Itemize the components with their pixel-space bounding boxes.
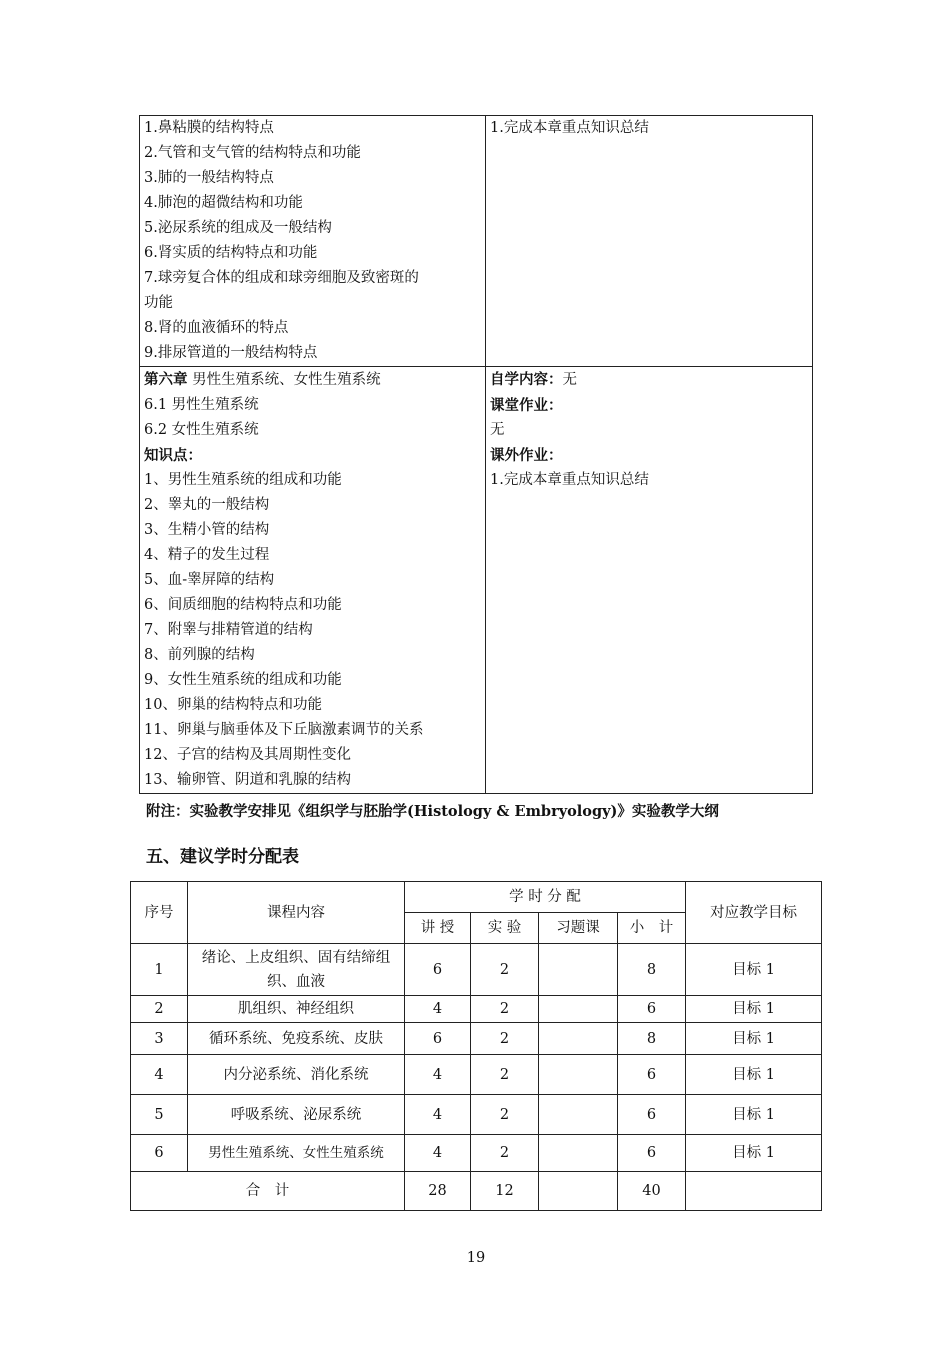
cell-goal: 目标 1 bbox=[686, 1095, 822, 1135]
list-item: 6.肾实质的结构特点和功能 bbox=[144, 245, 318, 261]
footnote: 附注：实验教学安排见《组织学与胚胎学(Histology & Embryology)》实验教学大纲 bbox=[146, 803, 719, 820]
cell-seq: 6 bbox=[131, 1135, 188, 1172]
cell-experiment: 2 bbox=[471, 1095, 539, 1135]
header-content: 课程内容 bbox=[188, 882, 405, 944]
list-item: 10、卵巢的结构特点和功能 bbox=[144, 697, 322, 713]
chapter-heading bbox=[144, 367, 481, 393]
cell-content: 绪论、上皮组织、固有结缔组织、血液 bbox=[188, 944, 405, 996]
header-lecture: 讲 授 bbox=[405, 913, 471, 944]
table-row bbox=[131, 1023, 822, 1055]
cell-seq: 4 bbox=[131, 1055, 188, 1095]
cell-seq: 2 bbox=[131, 996, 188, 1023]
list-item: 8.肾的血液循环的特点 bbox=[144, 320, 289, 336]
cell-exercise bbox=[539, 1055, 618, 1095]
header-exercise: 习题课 bbox=[539, 913, 618, 944]
cell-subtotal: 8 bbox=[618, 944, 686, 996]
assignments-cell bbox=[486, 367, 813, 794]
cell-subtotal: 6 bbox=[618, 996, 686, 1023]
cell-goal: 目标 1 bbox=[686, 1023, 822, 1055]
cell-content: 男性生殖系统、女性生殖系统 bbox=[188, 1135, 405, 1172]
cell-subtotal: 8 bbox=[618, 1023, 686, 1055]
list-item: 3、生精小管的结构 bbox=[144, 522, 270, 538]
chapter-label: 第六章 bbox=[144, 371, 188, 388]
topics-cell bbox=[140, 116, 486, 367]
list-item: 7.球旁复合体的组成和球旁细胞及致密斑的 bbox=[144, 270, 419, 286]
total-subtotal: 40 bbox=[618, 1172, 686, 1211]
section-item: 6.1 男性生殖系统 bbox=[144, 397, 259, 413]
table-row bbox=[131, 1095, 822, 1135]
self-study-value: 无 bbox=[562, 372, 577, 388]
table-row bbox=[131, 1055, 822, 1095]
total-experiment: 12 bbox=[471, 1172, 539, 1211]
cell-exercise bbox=[539, 944, 618, 996]
cell-experiment: 2 bbox=[471, 1055, 539, 1095]
list-item: 13、输卵管、阴道和乳腺的结构 bbox=[144, 772, 351, 788]
cell-seq: 1 bbox=[131, 944, 188, 996]
homework-label: 课外作业： bbox=[490, 447, 563, 464]
cell-lecture: 6 bbox=[405, 944, 471, 996]
cell-subtotal: 6 bbox=[618, 1095, 686, 1135]
cell-content: 呼吸系统、泌尿系统 bbox=[188, 1095, 405, 1135]
cell-subtotal: 6 bbox=[618, 1055, 686, 1095]
list-item: 2、睾丸的一般结构 bbox=[144, 497, 270, 513]
list-item: 6、间质细胞的结构特点和功能 bbox=[144, 597, 342, 613]
cell-lecture: 4 bbox=[405, 1095, 471, 1135]
self-study-line bbox=[490, 367, 808, 393]
section-heading: 五、建议学时分配表 bbox=[146, 847, 299, 867]
cell-content: 循环系统、免疫系统、皮肤 bbox=[188, 1023, 405, 1055]
list-item: 3.肺的一般结构特点 bbox=[144, 170, 274, 186]
class-work-value: 无 bbox=[490, 422, 505, 438]
page-number: 19 bbox=[466, 1250, 486, 1266]
list-item: 1、男性生殖系统的组成和功能 bbox=[144, 472, 342, 488]
cell-experiment: 2 bbox=[471, 996, 539, 1023]
cell-experiment: 2 bbox=[471, 944, 539, 996]
list-item: 12、子宫的结构及其周期性变化 bbox=[144, 747, 351, 763]
knowledge-heading: 知识点： bbox=[144, 447, 202, 464]
cell-goal: 目标 1 bbox=[686, 1135, 822, 1172]
table-row bbox=[131, 996, 822, 1023]
cell-experiment: 2 bbox=[471, 1135, 539, 1172]
cell-experiment: 2 bbox=[471, 1023, 539, 1055]
header-experiment: 实 验 bbox=[471, 913, 539, 944]
cell-goal: 目标 1 bbox=[686, 1055, 822, 1095]
list-item: 8、前列腺的结构 bbox=[144, 647, 255, 663]
cell-lecture: 4 bbox=[405, 1055, 471, 1095]
total-label: 合 计 bbox=[131, 1172, 405, 1211]
list-item: 2.气管和支气管的结构特点和功能 bbox=[144, 145, 361, 161]
hours-table bbox=[130, 881, 822, 1211]
cell-subtotal: 6 bbox=[618, 1135, 686, 1172]
chapter-cell bbox=[140, 367, 486, 794]
section-item: 6.2 女性生殖系统 bbox=[144, 422, 259, 438]
cell-content: 肌组织、神经组织 bbox=[188, 996, 405, 1023]
table-row bbox=[140, 367, 813, 794]
table-row bbox=[131, 944, 822, 996]
homework-value: 1.完成本章重点知识总结 bbox=[490, 472, 649, 488]
cell-exercise bbox=[539, 1135, 618, 1172]
cell-seq: 3 bbox=[131, 1023, 188, 1055]
self-study-label: 自学内容： bbox=[490, 371, 563, 388]
cell-exercise bbox=[539, 996, 618, 1023]
cell-goal: 目标 1 bbox=[686, 996, 822, 1023]
chapter-title: 男性生殖系统、女性生殖系统 bbox=[187, 372, 381, 388]
list-item: 功能 bbox=[144, 295, 173, 311]
header-goal: 对应教学目标 bbox=[686, 882, 822, 944]
header-hours-group: 学 时 分 配 bbox=[405, 882, 686, 913]
total-exercise bbox=[539, 1172, 618, 1211]
syllabus-table bbox=[139, 115, 813, 794]
list-item: 4、精子的发生过程 bbox=[144, 547, 270, 563]
cell-goal: 目标 1 bbox=[686, 944, 822, 996]
list-item: 5.泌尿系统的组成及一般结构 bbox=[144, 220, 332, 236]
total-row bbox=[131, 1172, 822, 1211]
cell-lecture: 6 bbox=[405, 1023, 471, 1055]
cell-exercise bbox=[539, 1023, 618, 1055]
cell-lecture: 4 bbox=[405, 996, 471, 1023]
list-item: 9、女性生殖系统的组成和功能 bbox=[144, 672, 342, 688]
assignments-cell bbox=[486, 116, 813, 367]
total-goal bbox=[686, 1172, 822, 1211]
list-item: 9.排尿管道的一般结构特点 bbox=[144, 345, 318, 361]
class-work-label: 课堂作业： bbox=[490, 397, 563, 414]
list-item: 11、卵巢与脑垂体及下丘脑激素调节的关系 bbox=[144, 722, 424, 738]
list-item: 1.鼻粘膜的结构特点 bbox=[144, 120, 274, 136]
cell-exercise bbox=[539, 1095, 618, 1135]
header-subtotal: 小 计 bbox=[618, 913, 686, 944]
cell-seq: 5 bbox=[131, 1095, 188, 1135]
header-row bbox=[131, 882, 822, 913]
table-row bbox=[140, 116, 813, 367]
header-seq: 序号 bbox=[131, 882, 188, 944]
cell-content: 内分泌系统、消化系统 bbox=[188, 1055, 405, 1095]
list-item: 4.肺泡的超微结构和功能 bbox=[144, 195, 303, 211]
homework-item: 1.完成本章重点知识总结 bbox=[490, 120, 649, 136]
list-item: 5、血-睾屏障的结构 bbox=[144, 572, 275, 588]
cell-lecture: 4 bbox=[405, 1135, 471, 1172]
list-item: 7、附睾与排精管道的结构 bbox=[144, 622, 313, 638]
total-lecture: 28 bbox=[405, 1172, 471, 1211]
table-row bbox=[131, 1135, 822, 1172]
